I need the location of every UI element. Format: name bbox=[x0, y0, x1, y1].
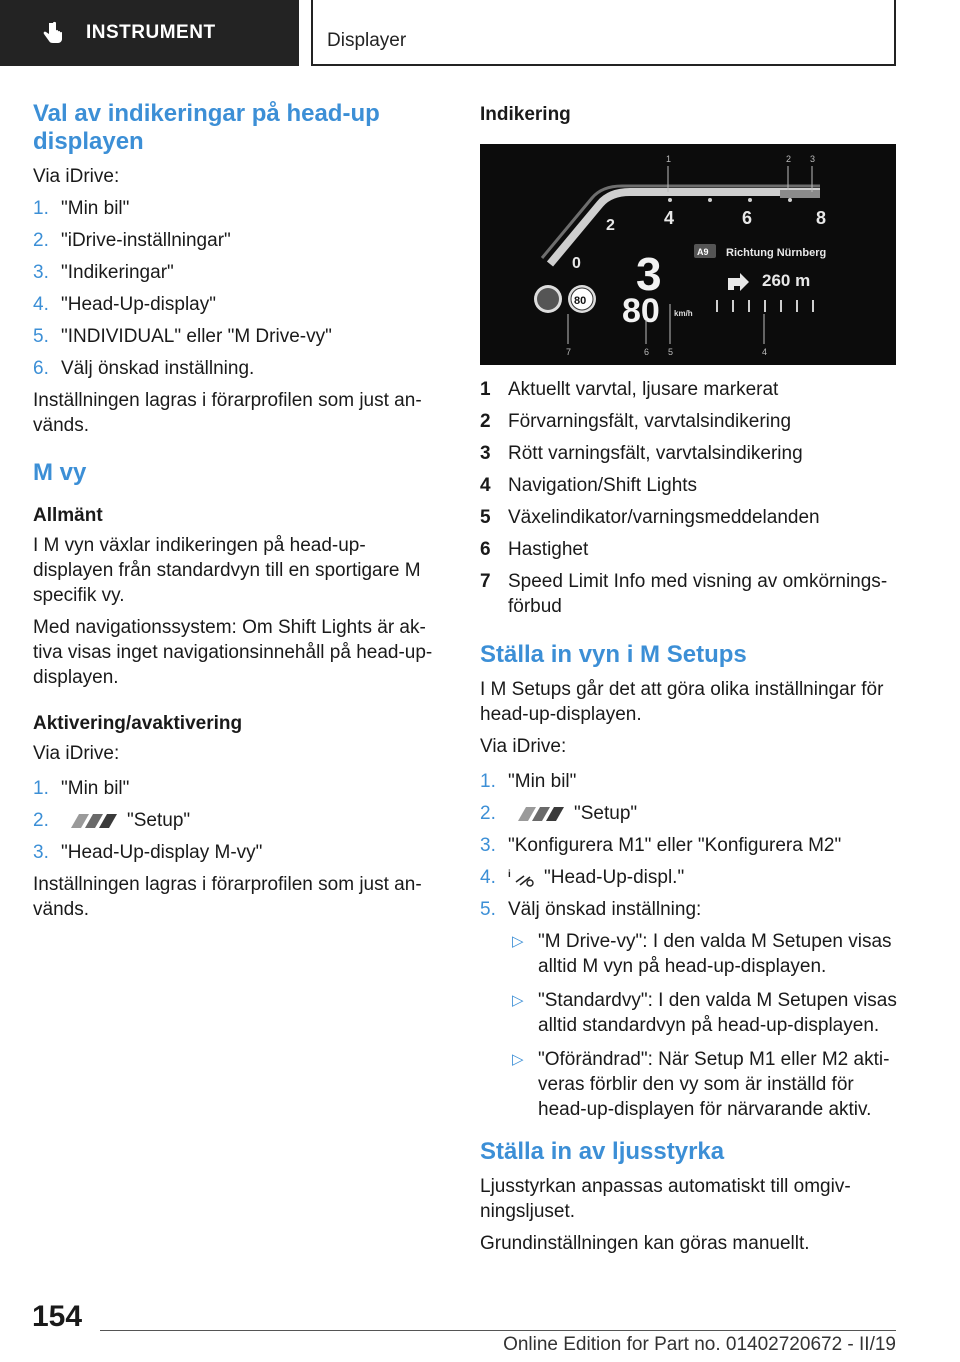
steps-m-setups bbox=[480, 769, 898, 922]
triangle-bullet-icon: ▷ bbox=[512, 933, 524, 950]
triangle-bullet-icon: ▷ bbox=[512, 992, 524, 1009]
legend-row: 6 Hastighet bbox=[480, 539, 589, 560]
via-idrive: Via iDrive: bbox=[480, 736, 567, 757]
list-item: 3. "Konfigurera M1" eller "Konfigurera M2" bbox=[480, 835, 842, 856]
heading-select-indications: Val av indikeringar på head-up displayen bbox=[33, 100, 380, 155]
m-stripes-icon bbox=[512, 807, 566, 821]
saved-note: Inställningen lagras i förarprofilen som just används. bbox=[33, 390, 422, 436]
sub-options bbox=[508, 929, 898, 1122]
heading-m-view: M vy bbox=[33, 459, 87, 486]
via-idrive: Via iDrive: bbox=[33, 743, 120, 764]
hud-callout: 1 bbox=[666, 154, 672, 164]
legend-row: 5 Växelindikator/varningsmeddelanden bbox=[480, 507, 820, 528]
general-paragraph: I M vyn växlar indikeringen på head-up-displayen från standardvyn till en sportigare M specifik vy. bbox=[33, 535, 421, 606]
hud-gear: 3 bbox=[636, 248, 662, 300]
triangle-bullet-icon: ▷ bbox=[512, 1051, 524, 1068]
list-item: 4. i "Head-Up-displ." bbox=[480, 867, 685, 888]
via-idrive: Via iDrive: bbox=[33, 166, 120, 187]
hud-scale-label: 2 bbox=[606, 217, 615, 234]
hud-distance: 260 m bbox=[762, 271, 811, 290]
list-item: 2. "iDrive-inställningar" bbox=[33, 230, 231, 251]
msetups-paragraph: I M Setups går det att göra olika inställningar för head-up-displayen. bbox=[480, 679, 884, 725]
hud-callout: 6 bbox=[644, 347, 650, 357]
brightness-paragraph: Ljusstyrkan anpassas automatiskt till omgivningsljuset. bbox=[480, 1176, 851, 1222]
hud-scale-label: 6 bbox=[742, 208, 753, 228]
hud-illustration bbox=[480, 144, 896, 365]
svg-text:i: i bbox=[508, 868, 511, 880]
heading-general: Allmänt bbox=[33, 505, 103, 526]
brightness-paragraph: Grundinställningen kan göras manuellt. bbox=[480, 1233, 810, 1254]
list-item: 4. "Head-Up-display" bbox=[33, 294, 216, 315]
legend-row: 1 Aktuellt varvtal, ljusare markerat bbox=[480, 379, 779, 400]
list-item: 3. "Indikeringar" bbox=[33, 262, 174, 283]
legend-row: 4 Navigation/Shift Lights bbox=[480, 475, 698, 496]
list-item: 2. "Setup" bbox=[480, 803, 638, 824]
edition-note: Online Edition for Part no. 01402720672 - II/19 bbox=[503, 1334, 896, 1355]
heading-activation: Aktivering/avaktivering bbox=[33, 713, 243, 734]
head-up-display-icon bbox=[508, 868, 536, 888]
hud-scale-label: 4 bbox=[664, 208, 675, 228]
steps-activation bbox=[33, 776, 445, 865]
legend-row: 7 Speed Limit Info med visning av omkörningsförbud bbox=[480, 571, 888, 617]
list-item: 5. "INDIVIDUAL" eller "M Drive-vy" bbox=[33, 326, 332, 347]
heading-indication: Indikering bbox=[480, 104, 571, 125]
right-column bbox=[480, 100, 898, 1263]
legend-row: 2 Förvarningsfält, varvtalsindikering bbox=[480, 411, 792, 432]
hud-callout: 4 bbox=[762, 347, 768, 357]
hud-direction: Richtung Nürnberg bbox=[726, 247, 827, 259]
page-number: 154 bbox=[32, 1300, 83, 1333]
hud-road-badge: A9 bbox=[697, 247, 709, 257]
left-column bbox=[33, 100, 445, 929]
hud-callout: 5 bbox=[668, 347, 674, 357]
hud-speed-unit: km/h bbox=[674, 309, 693, 318]
hand-pointer-icon bbox=[40, 20, 66, 46]
hud-speed-limit: 80 bbox=[574, 295, 587, 307]
list-item: 6. Välj önskad inställning. bbox=[33, 358, 255, 379]
legend-list bbox=[480, 377, 898, 619]
steps-select bbox=[33, 196, 445, 381]
hud-callout: 3 bbox=[810, 154, 816, 164]
heading-brightness: Ställa in av ljusstyrka bbox=[480, 1138, 725, 1165]
list-item: ▷ "M Drive-vy": I den valda M Setupen visas alltid M vyn på head-up-displayen. bbox=[508, 929, 898, 979]
list-item: 1. "Min bil" bbox=[33, 198, 130, 219]
general-paragraph-nav: Med navigationssystem: Om Shift Lights är aktiva visas inget navigationsinnehåll på head-up-displayen. bbox=[33, 617, 433, 688]
list-item: 1. "Min bil" bbox=[480, 771, 577, 792]
hud-scale-label: 0 bbox=[572, 255, 581, 272]
footer-divider bbox=[100, 1330, 896, 1331]
hud-scale-label: 8 bbox=[816, 208, 827, 228]
list-item: ▷ "Standardvy": I den valda M Setupen visas alltid standardvyn på head-up-displayen. bbox=[508, 988, 898, 1038]
list-item: 5. Välj önskad inställning: bbox=[480, 899, 702, 920]
section-label: INSTRUMENT bbox=[86, 22, 216, 43]
list-item: 3. "Head-Up-display M-vy" bbox=[33, 842, 263, 863]
legend-row: 3 Rött varningsfält, varvtalsindikering bbox=[480, 443, 803, 464]
saved-note: Inställningen lagras i förarprofilen som just används. bbox=[33, 874, 422, 920]
section-tab bbox=[0, 0, 299, 66]
chapter-title: Displayer bbox=[311, 0, 896, 66]
hud-callout: 2 bbox=[786, 154, 792, 164]
list-item: 1. "Min bil" bbox=[33, 778, 130, 799]
m-stripes-icon bbox=[65, 814, 119, 828]
list-item: 2. "Setup" bbox=[33, 810, 191, 831]
hud-speed: 80 bbox=[622, 292, 660, 330]
list-item: ▷ "Oförändrad": När Setup M1 eller M2 aktiveras förblir den vy som är inställd för head-up-displayen för närvarande aktiv. bbox=[508, 1047, 898, 1122]
heading-m-setups: Ställa in vyn i M Setups bbox=[480, 641, 747, 668]
hud-callout: 7 bbox=[566, 347, 572, 357]
